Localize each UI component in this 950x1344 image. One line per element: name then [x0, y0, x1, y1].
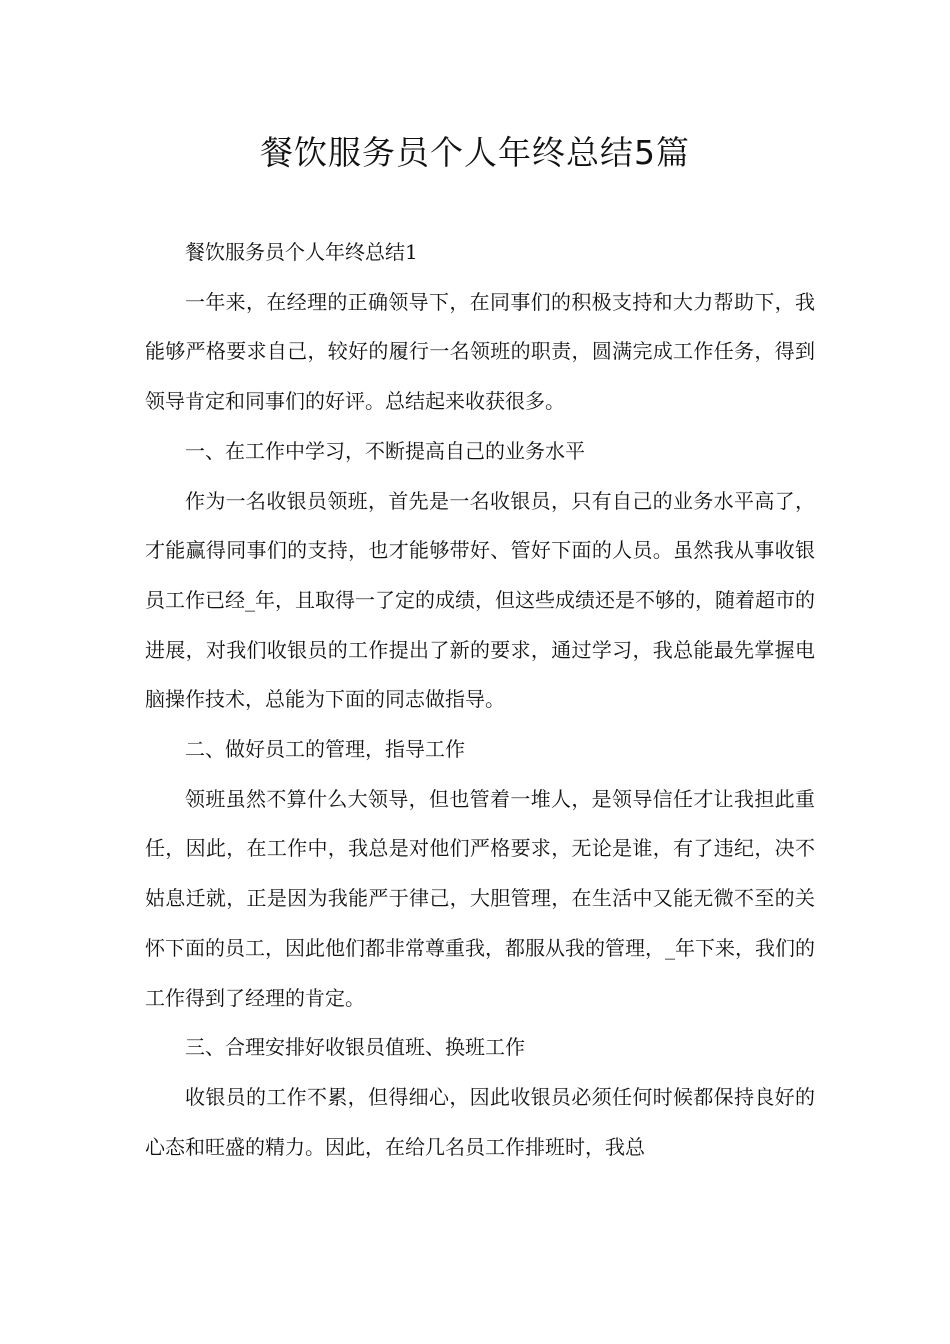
heading-1: 一、在工作中学习，不断提高自己的业务水平 — [185, 438, 585, 463]
paragraph-1: 作为一名收银员领班，首先是一名收银员，只有自己的业务水平高了，才能赢得同事们的支持，也才能够带好、管好下面的人员。虽然我从事收银员工作已经_年，且取得一了定的成绩，但这些成绩还是不够的，随着超市的进展，对我们收银员的工作提出了新的要求，通过学习，我总能最先掌握电脑操作技术，总能为下面的同志做指导。 — [145, 488, 815, 712]
paragraph-2: 领班虽然不算什么大领导，但也管着一堆人，是领导信任才让我担此重任，因此，在工作中，我总是对他们严格要求，无论是谁，有了违纪，决不姑息迁就，正是因为我能严于律己，大胆管理，在生活中又能无微不至的关怀下面的员工，因此他们都非常尊重我，都服从我的管理，_年下来，我们的工作得到了经理的肯定。 — [145, 786, 815, 1010]
document-body — [145, 228, 815, 1172]
paragraph-3: 收银员的工作不累，但得细心，因此收银员必须任何时候都保持良好的心态和旺盛的精力。因此，在给几名员工作排班时，我总 — [145, 1084, 815, 1159]
heading-2: 二、做好员工的管理，指导工作 — [185, 737, 465, 762]
heading-3: 三、合理安排好收银员值班、换班工作 — [185, 1035, 525, 1060]
document-title: 餐饮服务员个人年终总结5篇 — [260, 133, 690, 172]
paragraph-intro: 一年来，在经理的正确领导下，在同事们的积极支持和大力帮助下，我能够严格要求自己，较好的履行一名领班的职责，圆满完成工作任务，得到领导肯定和同事们的好评。总结起来收获很多。 — [145, 289, 815, 414]
section-title: 餐饮服务员个人年终总结1 — [185, 240, 418, 264]
